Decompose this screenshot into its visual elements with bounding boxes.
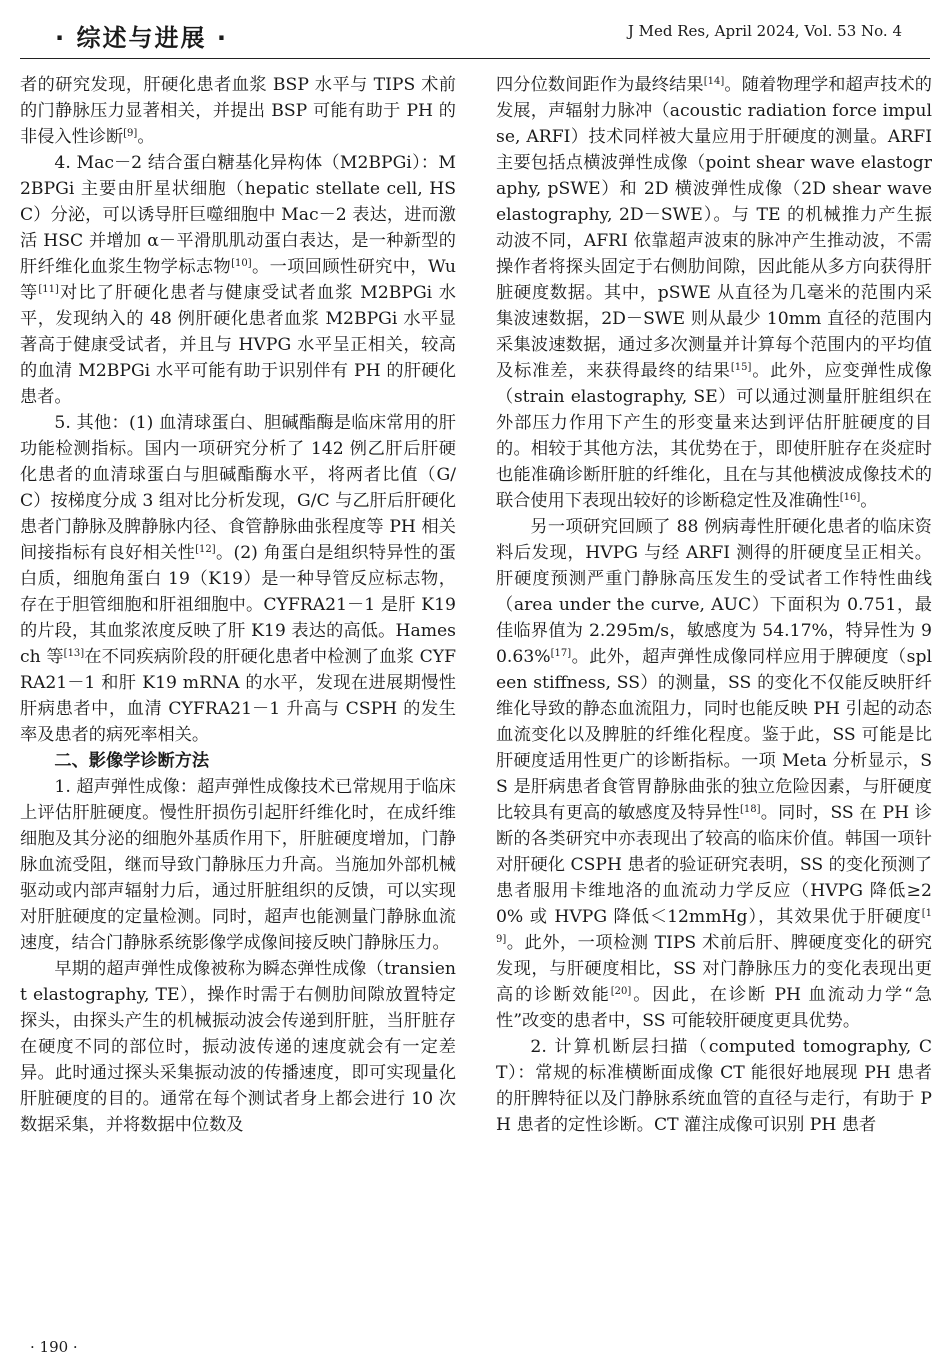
- paragraph-text: 。此外，超声弹性成像同样应用于脾硬度（spleen stiffness, SS）的测量，SS 的变化不仅能反映肝纤维化导致的静态血流阻力，同时也能反映 PH 引起的动态血流变化以及脾脏的纤维化程度。鉴于此，SS 可能是比肝硬度适用性更广的诊断指标。一项 Meta 分析显示，SS 是肝病患者食管胃静脉曲张的独立危险因素，与肝硬度比较具有更高的敏感度及特异性: [496, 647, 932, 823]
- citation-ref: [10]: [231, 258, 252, 269]
- section-tag: · 综述与进展 ·: [55, 24, 228, 52]
- body-paragraph: [20, 410, 456, 748]
- header-rule: [20, 58, 930, 59]
- body-paragraph: [20, 72, 456, 150]
- citation-ref: [12]: [195, 544, 216, 555]
- citation-ref: [20]: [610, 986, 632, 997]
- paragraph-text: 。(2) 角蛋白是组织特异性的蛋白质，细胞角蛋白 19（K19）是一种导管反应标志物，存在于胆管细胞和肝祖细胞中。CYFRA21－1 是肝 K19 的片段，其血浆浓度反映了肝 K19 表达的高低。Hamesch 等: [20, 543, 456, 667]
- body-paragraph: [496, 72, 932, 514]
- paragraph-text: 在不同疾病阶段的肝硬化患者中检测了血浆 CYFRA21－1 和肝 K19 mRNA 的水平，发现在进展期慢性肝病患者中，血清 CYFRA21－1 升高与 CSPH 的发生率及患者的病死率相关。: [20, 647, 456, 745]
- paragraph-text: 5. 其他：(1) 血清球蛋白、胆碱酯酶是临床常用的肝功能检测指标。国内一项研究分析了 142 例乙肝后肝硬化患者的血清球蛋白与胆碱酯酶水平，将两者比值（G/C）按梯度分成 3 组对比分析发现，G/C 与乙肝后肝硬化患者门静脉及脾静脉内径、食管静脉曲张程度等 PH 相关间接指标有良好相关性: [20, 413, 456, 563]
- citation-ref: [17]: [550, 648, 572, 659]
- paragraph-text: 2. 计算机断层扫描（computed tomography, CT）：常规的标准横断面成像 CT 能很好地展现 PH 患者的肝脾特征以及门静脉系统血管的直径与走行，有助于 PH 患者的定性诊断。CT 灌注成像可识别 PH 患者: [496, 1037, 932, 1135]
- paragraph-text: 者的研究发现，肝硬化患者血浆 BSP 水平与 TIPS 术前的门静脉压力显著相关，并提出 BSP 可能有助于 PH 的非侵入性诊断: [20, 75, 456, 147]
- paragraph-text: 四分位数间距作为最终结果: [496, 75, 704, 95]
- journal-citation: J Med Res, April 2024, Vol. 53 No. 4: [627, 22, 902, 40]
- paragraph-text: 。: [860, 491, 878, 511]
- citation-ref: [13]: [63, 648, 85, 659]
- citation-ref: [14]: [703, 76, 725, 87]
- body-paragraph: [20, 774, 456, 956]
- body-paragraph: [20, 150, 456, 410]
- paragraph-text: 早期的超声弹性成像被称为瞬态弹性成像（transient elastography, TE），操作时需于右侧肋间隙放置特定探头，由探头产生的机械振动波会传递到肝脏，当肝脏存在硬度不同的部位时，振动波传递的速度就会有一定差异。此时通过探头采集振动波的传播速度，即可实现量化肝脏硬度的目的。通常在每个测试者身上都会进行 10 次数据采集，并将数据中位数及: [20, 959, 456, 1135]
- paragraph-text: 。同时，SS 在 PH 诊断的各类研究中亦表现出了较高的临床价值。韩国一项针对肝硬化 CSPH 患者的验证研究表明，SS 的变化预测了患者服用卡维地洛的血流动力学反应（HVPG 降低≥20% 或 HVPG 降低＜12mmHg），其效果优于肝硬度: [496, 803, 932, 927]
- citation-ref: [11]: [38, 284, 59, 295]
- citation-ref: [19]: [496, 908, 932, 945]
- paragraph-text: 。因此，在诊断 PH 血流动力学“急性”改变的患者中，SS 可能较肝硬度更具优势。: [496, 985, 932, 1031]
- section-heading: [20, 748, 456, 774]
- citation-ref: [18]: [739, 804, 761, 815]
- citation-ref: [15]: [730, 362, 752, 373]
- body-paragraph: [496, 514, 932, 1034]
- paragraph-text: 。一项回顾性研究中，Wu 等: [20, 257, 456, 303]
- body-paragraph: [20, 956, 456, 1138]
- left-column: [20, 72, 456, 1138]
- paragraph-text: 1. 超声弹性成像：超声弹性成像技术已常规用于临床上评估肝脏硬度。慢性肝损伤引起肝纤维化时，在成纤维细胞及其分泌的细胞外基质作用下，肝脏硬度增加，门静脉血流受阻，继而导致门静脉压力升高。当施加外部机械驱动或内部声辐射力后，通过肝脏组织的反馈，可以实现对肝脏硬度的定量检测。同时，超声也能测量门静脉血流速度，结合门静脉系统影像学成像间接反映门静脉压力。: [20, 777, 456, 953]
- page-number: · 190 ·: [30, 1338, 78, 1356]
- page-header: [0, 0, 950, 70]
- paragraph-text: 二、影像学诊断方法: [54, 751, 210, 771]
- paragraph-text: 。此外，应变弹性成像（strain elastography, SE）可以通过测量肝脏组织在外部压力作用下产生的形变量来达到评估肝脏硬度的目的。相较于其他方法，其优势在于，即使肝脏存在炎症时也能准确诊断肝脏的纤维化，且在与其他横波成像技术的联合使用下表现出较好的诊断稳定性及准确性: [496, 361, 932, 511]
- right-column: [496, 72, 932, 1138]
- citation-ref: [9]: [123, 128, 138, 139]
- paragraph-text: 。随着物理学和超声技术的发展，声辐射力脉冲（acoustic radiation force impulse, ARFI）技术同样被大量应用于肝硬度的测量。ARFI 主要包括点横波弹性成像（point shear wave elastography, pSWE）和 2D 横波弹性成像（2D shear wave elastography, 2D－SWE）。与 TE 的机械推力产生振动波不同，AFRI 依靠超声波束的脉冲产生推动波，不需操作者将探头固定于右侧肋间隙，因此能从多方向获得肝脏硬度数据。其中，pSWE 从直径为几毫米的范围内采集波速数据，2D－SWE 则从最少 10mm 直径的范围内采集波速数据，通过多次测量并计算每个范围内的平均值及标准差，来获得最终的结果: [496, 75, 932, 381]
- paragraph-text: 。此外，一项检测 TIPS 术前后肝、脾硬度变化的研究发现，与肝硬度相比，SS 对门静脉压力的变化表现出更高的诊断效能: [496, 933, 932, 1005]
- citation-ref: [16]: [839, 492, 861, 503]
- paragraph-text: 对比了肝硬化患者与健康受试者血浆 M2BPGi 水平，发现纳入的 48 例肝硬化患者血浆 M2BPGi 水平显著高于健康受试者，并且与 HVPG 水平呈正相关，较高的血清 M2BPGi 水平可能有助于识别伴有 PH 的肝硬化患者。: [20, 283, 456, 407]
- paragraph-text: 。: [137, 127, 155, 147]
- paragraph-text: 另一项研究回顾了 88 例病毒性肝硬化患者的临床资料后发现，HVPG 与经 ARFI 测得的肝硬度呈正相关。肝硬度预测严重门静脉高压发生的受试者工作特性曲线（area under the curve, AUC）下面积为 0.751，最佳临界值为 2.295m/s，敏感度为 54.17%，特异性为 90.63%: [496, 517, 932, 667]
- paragraph-text: 4. Mac－2 结合蛋白糖基化异构体（M2BPGi）：M2BPGi 主要由肝星状细胞（hepatic stellate cell, HSC）分泌，可以诱导肝巨噬细胞中 Mac－2 表达，进而激活 HSC 并增加 α－平滑肌肌动蛋白表达，是一种新型的肝纤维化血浆生物学标志物: [20, 153, 456, 277]
- body-paragraph: [496, 1034, 932, 1138]
